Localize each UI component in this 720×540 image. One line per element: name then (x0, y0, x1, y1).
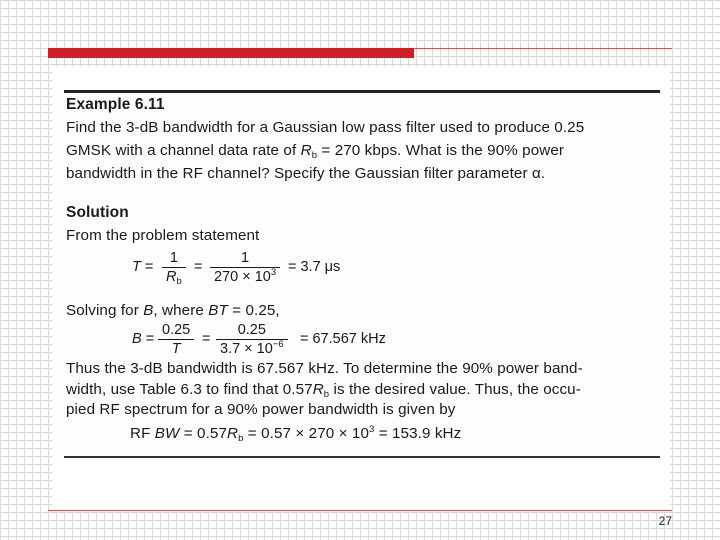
solution-intro: From the problem statement (66, 227, 260, 244)
paragraph-line-3: pied RF spectrum for a 90% power bandwidth is given by (66, 401, 456, 418)
solution-heading: Solution (66, 204, 129, 221)
eq2-fraction-2: $\frac{0.25}{3.7 \times 10^{-6}}$ (216, 322, 288, 358)
paragraph-line-1: Thus the 3-dB bandwidth is 67.567 kHz. To determine the 90% power band- (66, 360, 583, 377)
title-accent-line (414, 48, 672, 49)
problem-line-2: GMSK with a channel data rate of $R_b = 270$ kbps. What is the 90% power (66, 142, 565, 161)
page-number: 27 (658, 514, 672, 528)
final-equation: RF BW = $0.57R_b = 0.57 \times 270 \times 10^3 = 153.9$ kHz (130, 424, 462, 444)
solving-line: Solving for B, where BT = 0.25, (66, 302, 280, 319)
problem-line-3: bandwidth in the RF channel? Specify the Gaussian filter parameter α. (66, 165, 546, 182)
bottom-rule (64, 456, 660, 458)
eq1-fraction-2: $\frac{1}{270 \times 10^3}$ (210, 250, 280, 286)
footer-line (48, 510, 672, 511)
title-accent-bar (48, 48, 414, 58)
eq1-fraction-1: $\frac{1}{R_b}$ (162, 250, 186, 286)
problem-line-1: Find the 3-dB bandwidth for a Gaussian low pass filter used to produce 0.25 (66, 119, 585, 136)
paragraph-line-2: width, use Table 6.3 to find that $0.57R_b$ is the desired value. Thus, the occu- (66, 381, 581, 400)
top-rule (64, 90, 660, 93)
eq2-fraction-1: $\frac{0.25}{T}$ (158, 322, 194, 358)
example-title: Example 6.11 (66, 96, 165, 113)
scanned-textbook-excerpt: Example 6.11 Find the 3-dB bandwidth for a Gaussian low pass filter used to produce 0.25 GMSK with a channel data rate of $R_b = 270$ kbps. What is the 90% power bandwidth in the RF channel? Specify the Gaussian filter parameter α. Solution From the problem statement T = $\frac{1}{R_b}$ = $\frac{1}{270 \times 10^3}$ = 3.7 μs Solving for B, where BT = 0.25, B = $\frac{0.25}{T}$ = $\frac{0.25}{3.7 \times 10^{-6}}$ = 67.567 kHz Thus the 3-dB bandwidth is 67.567 kHz. To determine the 90% power band- width, use Table 6.3 to find that $0.57R_b$ is the desired value. Thus, the occu- pied RF spectrum for a 90% power bandwidth is given by RF BW = $0.57R_b = 0.57 \times 270 \times 10^3 = 153.9$ kHz (62, 88, 662, 460)
